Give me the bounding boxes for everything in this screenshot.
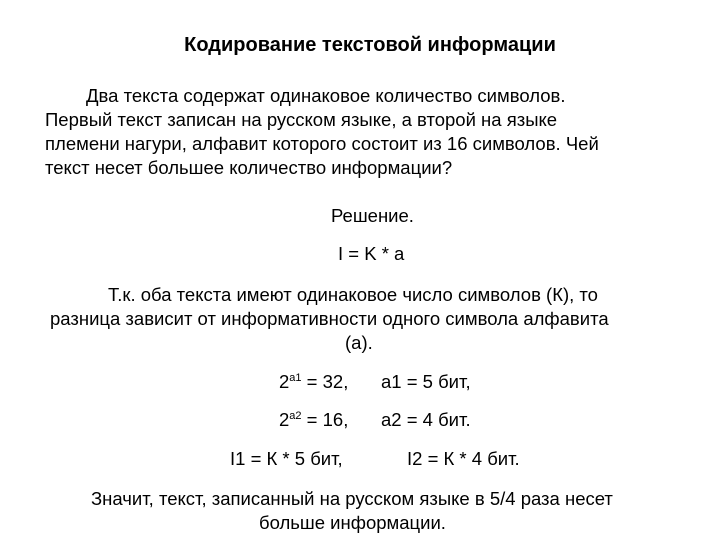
equation-1-base: 2	[279, 371, 290, 392]
equation-1-exponent: а1	[289, 372, 302, 384]
problem-line-2: Первый текст записан на русском языке, а второй на языке	[45, 109, 558, 130]
explanation-line-3: (а).	[345, 332, 373, 353]
equation-1	[279, 370, 348, 394]
conclusion-line-1: Значит, текст, записанный на русском языке в 5/4 раза несет	[91, 488, 613, 509]
problem-line-1: Два текста содержат одинаковое количество символов.	[86, 85, 566, 106]
problem-line-3: племени нагури, алфавит которого состоит из 16 символов. Чей	[45, 133, 599, 154]
explanation-line-2: разница зависит от информативности одного символа алфавита	[50, 308, 609, 329]
solution-heading: Решение.	[331, 205, 414, 226]
equation-2	[279, 408, 348, 432]
formula: I = K * a	[338, 243, 405, 264]
page-title: Кодирование текстовой информации	[184, 34, 556, 56]
info-amount-2: I2 = К * 4 бит.	[407, 448, 520, 469]
equation-2-result: а2 = 4 бит.	[381, 409, 471, 430]
equation-2-exponent: а2	[289, 410, 302, 422]
conclusion-line-2: больше информации.	[259, 512, 446, 533]
equation-2-rhs: = 16,	[301, 409, 349, 430]
equation-2-base: 2	[279, 409, 290, 430]
info-amount-1: I1 = К * 5 бит,	[230, 448, 343, 469]
equation-1-result: а1 = 5 бит,	[381, 371, 471, 392]
equation-1-rhs: = 32,	[301, 371, 349, 392]
explanation-line-1: Т.к. оба текста имеют одинаковое число символов (К), то	[108, 284, 598, 305]
problem-line-4: текст несет большее количество информации?	[45, 157, 453, 178]
